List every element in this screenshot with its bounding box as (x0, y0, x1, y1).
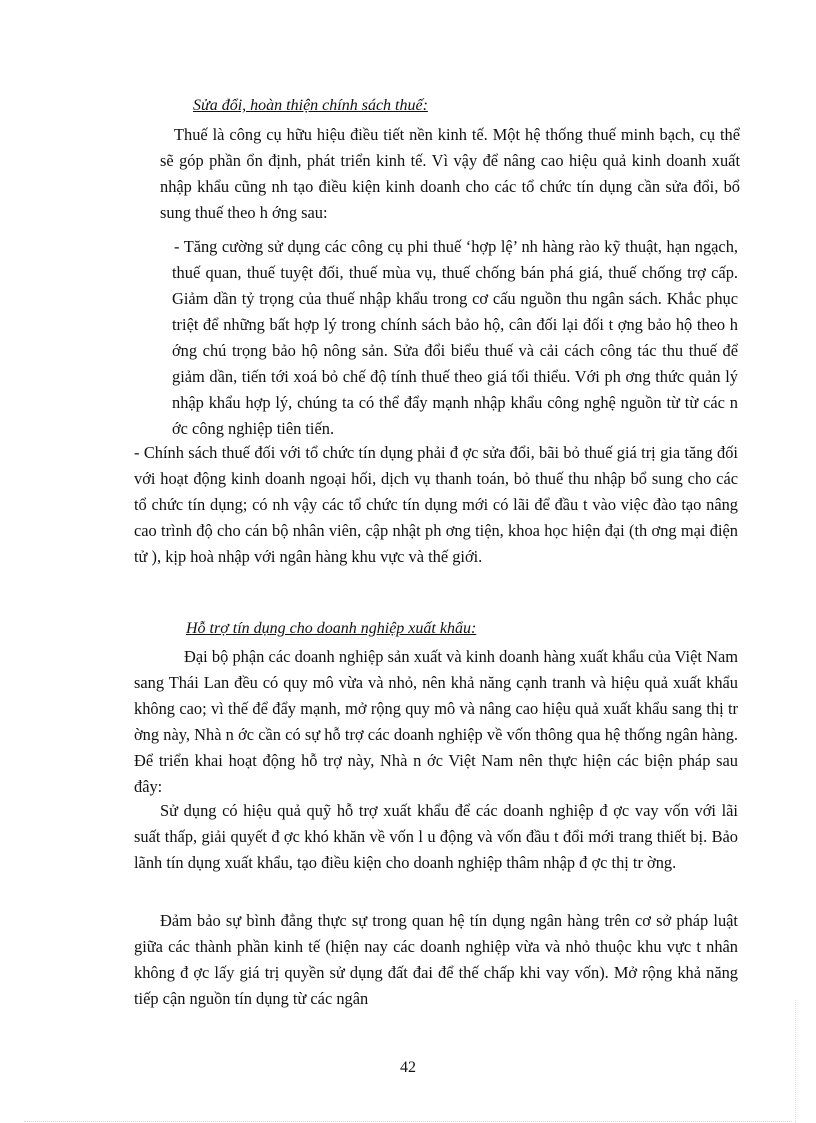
paragraph-text: Thuế là công cụ hữu hiệu điều tiết nền kinh tế. Một hệ thống thuế minh bạch, cụ thể sẽ góp phần ổn định, phát triển kinh tế. Vì vậy để nâng cao hiệu quả kinh doanh xuất nhập khẩu cũng nh tạo điều kiện kinh doanh cho các tổ chức tín dụng cần sửa đổi, bổ sung thuế theo h ớng sau: (160, 125, 740, 222)
page-bottom-divider (24, 1121, 792, 1122)
paragraph-export-enterprises (134, 644, 738, 800)
paragraph-tax-intro (160, 122, 740, 226)
paragraph-tax-measures (172, 234, 738, 442)
paragraph-text: Sử dụng có hiệu quả quỹ hỗ trợ xuất khẩu để các doanh nghiệp đ ợc vay vốn với lãi suất thấp, giải quyết đ ợc khó khăn về vốn l u động và vốn đầu t đổi mới trang thiết bị. Bảo lãnh tín dụng xuất khẩu, tạo điều kiện cho doanh nghiệp thâm nhập đ ợc thị tr ờng. (134, 801, 738, 872)
section-heading-credit-support: Hỗ trợ tín dụng cho doanh nghiệp xuất khẩu: (186, 620, 477, 637)
paragraph-export-fund (134, 798, 738, 876)
page-right-divider (795, 1000, 796, 1123)
paragraph-text: - Tăng cường sử dụng các công cụ phi thuế ‘hợp lệ’ nh hàng rào kỹ thuật, hạn ngạch, thuế quan, thuế tuyệt đối, thuế mùa vụ, thuế chống bán phá giá, thuế chống trợ cấp. Giảm dần tỷ trọng của thuế nhập khẩu trong cơ cấu nguồn thu ngân sách. Khắc phục triệt để những bất hợp lý trong chính sách bảo hộ, cân đối lại đối t ợng bảo hộ theo h ớng chú trọng bảo hộ nông sản. Sửa đổi biểu thuế và cải cách công tác thu thuế để giảm dần, tiến tới xoá bỏ chế độ tính thuế theo giá tối thiểu. Với ph ơng thức quản lý nhập khẩu hợp lý, chúng ta có thể đẩy mạnh nhập khẩu công nghệ nguồn từ từ các n ớc công nghiệp tiên tiến. (172, 237, 738, 438)
paragraph-text: Đảm bảo sự bình đẳng thực sự trong quan hệ tín dụng ngân hàng trên cơ sở pháp luật giữa các thành phần kinh tế (hiện nay các doanh nghiệp vừa và nhỏ thuộc khu vực t nhân không đ ợc lấy giá trị quyền sử dụng đất đai để thế chấp khi vay vốn). Mở rộng khả năng tiếp cận nguồn tín dụng từ các ngân (134, 911, 738, 1008)
paragraph-text: - Chính sách thuế đối với tổ chức tín dụng phải đ ợc sửa đổi, bãi bỏ thuế giá trị gia tăng đối với hoạt động kinh doanh ngoại hối, dịch vụ thanh toán, bỏ thuế thu nhập bổ sung cho các tổ chức tín dụng; có nh vậy các tổ chức tín dụng mới có lãi để đầu t vào việc đào tạo nâng cao trình độ cho cán bộ nhân viên, cập nhật ph ơng tiện, khoa học hiện đại (th ơng mại điện tử ), kịp hoà nhập với ngân hàng khu vực và thế giới. (134, 443, 738, 566)
paragraph-text: Đại bộ phận các doanh nghiệp sản xuất và kinh doanh hàng xuất khẩu của Việt Nam sang Thái Lan đều có quy mô vừa và nhỏ, nên khả năng cạnh tranh và hiệu quả xuất khẩu không cao; vì thế để đẩy mạnh, mở rộng quy mô và nâng cao hiệu quả xuất khẩu sang thị tr ờng này, Nhà n ớc cần có sự hỗ trợ các doanh nghiệp về vốn thông qua hệ thống ngân hàng. Để triển khai hoạt động hỗ trợ này, Nhà n ớc Việt Nam nên thực hiện các biện pháp sau đây: (134, 647, 738, 796)
paragraph-credit-tax (134, 440, 738, 570)
page-number: 42 (400, 1059, 416, 1076)
paragraph-credit-equality (134, 908, 738, 1012)
section-heading-tax-policy: Sửa đổi, hoàn thiện chính sách thuế: (193, 97, 428, 114)
